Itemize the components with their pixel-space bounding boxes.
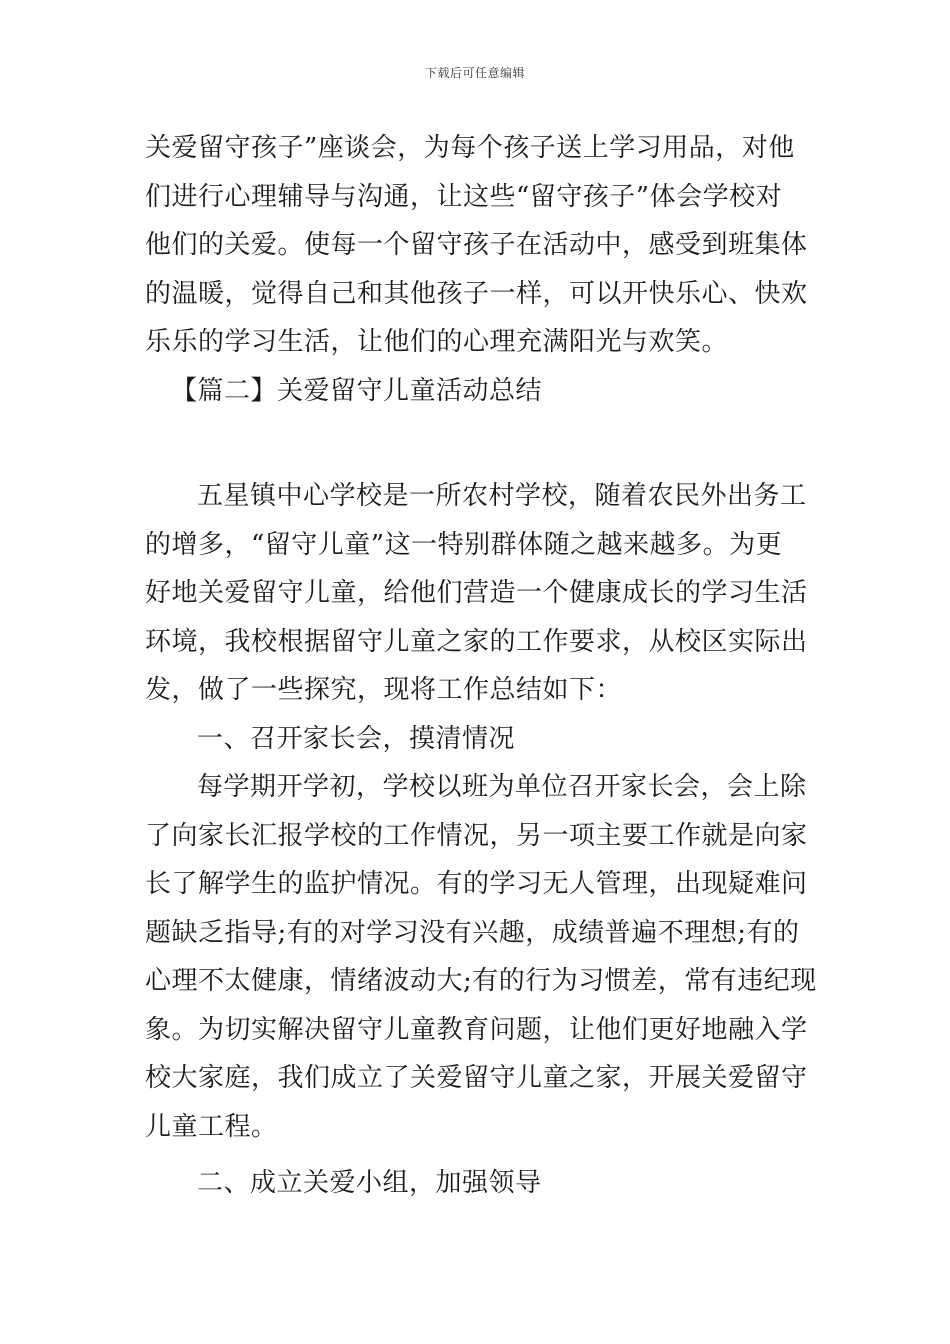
text-line: 关爱留守孩子”座谈会，为每个孩子送上学习用品，对他 <box>145 133 795 163</box>
text-line: 长了解学生的监护情况。有的学习无人管理，出现疑难问 <box>145 869 808 899</box>
text-line: 发，做了一些探究，现将工作总结如下： <box>145 675 623 705</box>
spacer <box>145 415 807 472</box>
text-line: 乐乐的学习生活，让他们的心理充满阳光与欢笑。 <box>145 327 729 357</box>
text-line: 心理不太健康，情绪波动大;有的行为习惯差，常有违纪现 <box>145 966 817 996</box>
text-line: 的增多，“留守儿童”这一特别群体随之越来越多。为更 <box>145 529 783 560</box>
text-line: 好地关爱留守儿童，给他们营造一个健康成长的学习生活 <box>145 578 808 608</box>
subheading: 一、召开家长会，摸清情况 <box>197 723 516 754</box>
text-line: 们进行心理辅导与沟通，让这些“留守孩子”体会学校对 <box>145 181 783 212</box>
page-header: 下载后可任意编辑 <box>424 66 525 80</box>
spacer <box>145 1151 807 1159</box>
document-body <box>145 124 817 1208</box>
text-line: 象。为切实解决留守儿童教育问题，让他们更好地融入学 <box>145 1014 808 1045</box>
text-line: 了向家长汇报学校的工作情况，另一项主要工作就是向家 <box>145 820 808 851</box>
text-line: 他们的关爱。使每一个留守孩子在活动中，感受到班集体 <box>145 230 808 260</box>
text-line: 环境，我校根据留守儿童之家的工作要求，从校区实际出 <box>145 626 808 657</box>
text-line: 校大家庭，我们成立了关爱留守儿童之家，开展关爱留守 <box>145 1063 808 1093</box>
subheading: 二、成立关爱小组，加强领导 <box>197 1168 542 1198</box>
text-line: 题缺乏指导;有的对学习没有兴趣，成绩普遍不理想;有的 <box>145 917 800 948</box>
section-heading: 【篇二】关爱留守儿童活动总结 <box>171 375 543 406</box>
text-line: 五星镇中心学校是一所农村学校，随着农民外出务工 <box>197 481 807 511</box>
text-line: 儿童工程。 <box>145 1111 278 1142</box>
text-line: 的温暖，觉得自己和其他孩子一样，可以开快乐心、快欢 <box>145 278 808 309</box>
text-line: 每学期开学初，学校以班为单位召开家长会，会上除 <box>197 772 807 802</box>
